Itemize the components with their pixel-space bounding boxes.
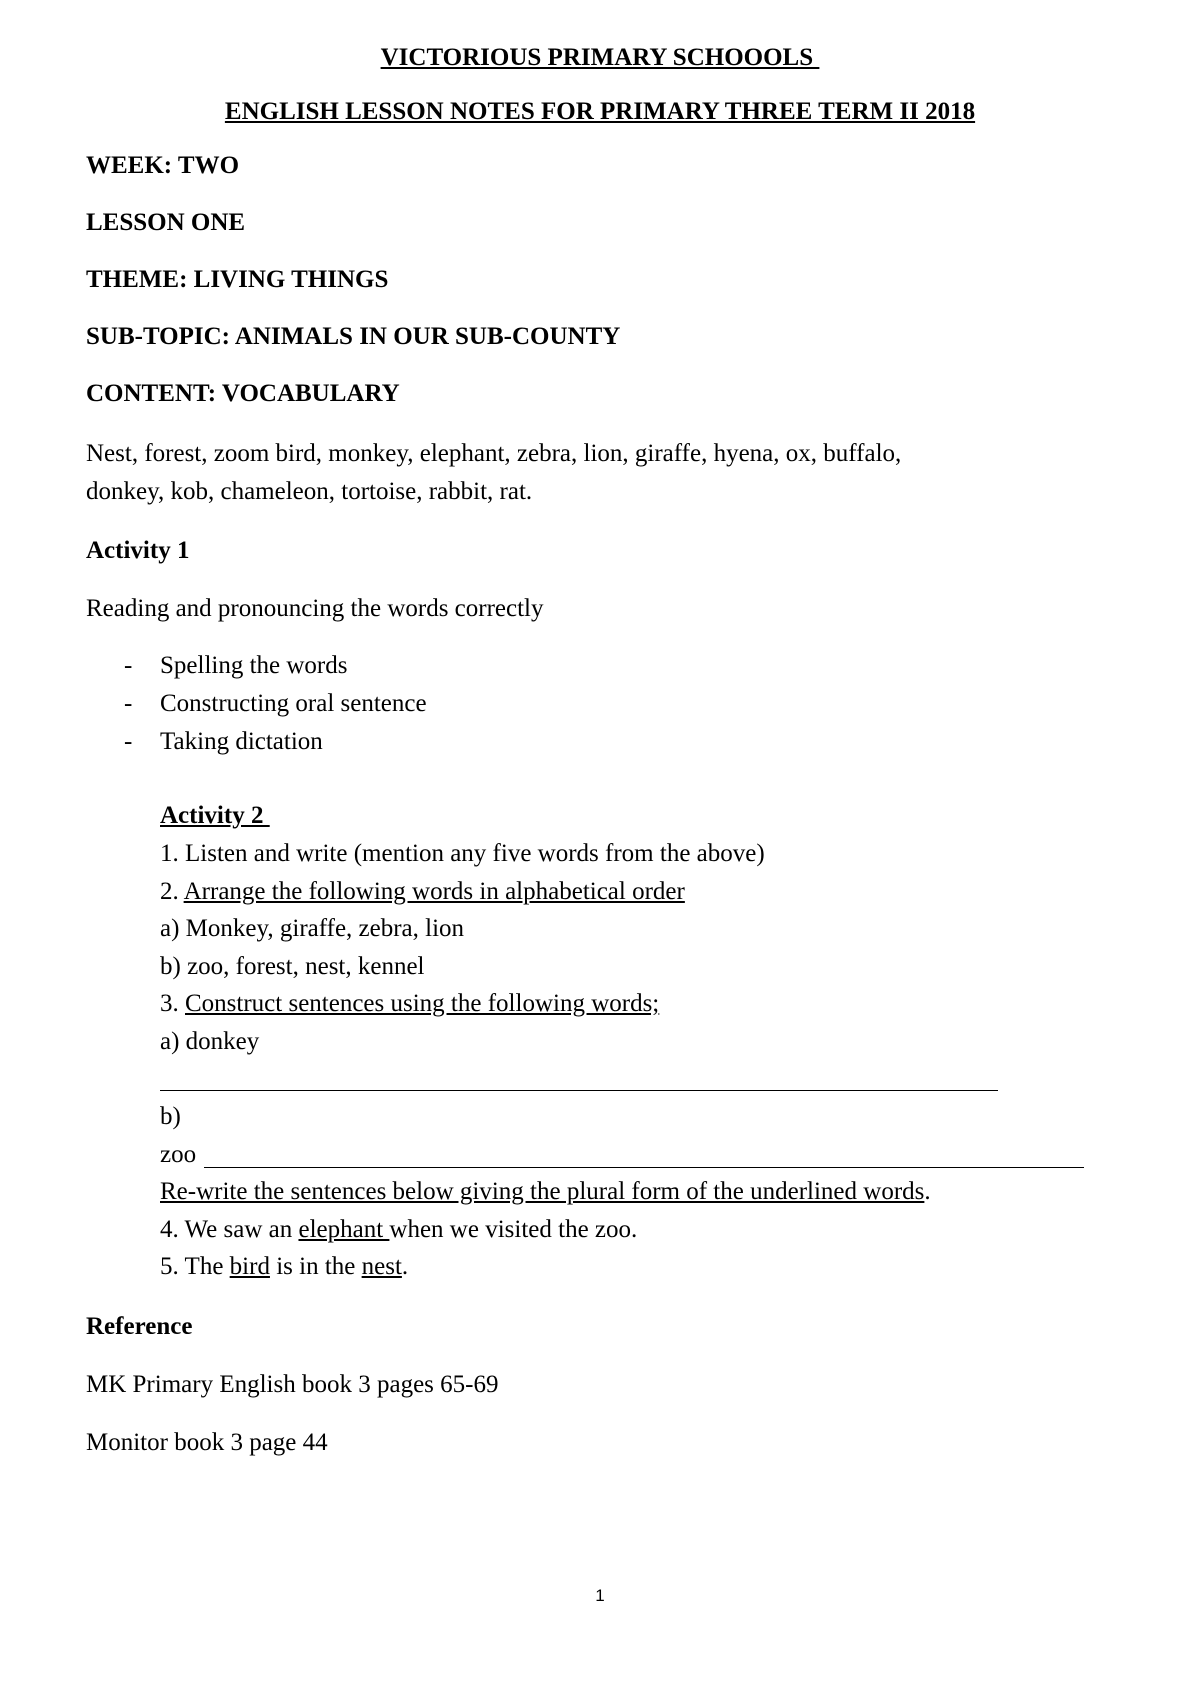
lesson-label: LESSON ONE	[86, 209, 246, 236]
content-label: CONTENT: VOCABULARY	[86, 380, 400, 407]
answer-line-3b[interactable]	[204, 1167, 1084, 1168]
question-1: 1. Listen and write (mention any five words from the above)	[160, 840, 765, 867]
reference-item: Monitor book 3 page 44	[86, 1429, 328, 1456]
activity-2-heading: Activity 2	[160, 802, 270, 829]
question-2-number: 2.	[160, 878, 184, 905]
bullet-dash: -	[124, 728, 133, 755]
sub-topic-label: SUB-TOPIC: ANIMALS IN OUR SUB-COUNTY	[86, 323, 621, 350]
question-3b: b)	[160, 1103, 181, 1130]
rewrite-instruction	[160, 1177, 931, 1207]
question-5	[160, 1252, 408, 1282]
vocabulary-line-1: Nest, forest, zoom bird, monkey, elephant, zebra, lion, giraffe, hyena, ox, buffalo,	[86, 440, 902, 467]
question-5-mid: is in the	[269, 1253, 362, 1280]
question-3-text: Construct sentences using the following words;	[185, 990, 660, 1017]
question-5-post: .	[401, 1253, 409, 1280]
bullet-text: Constructing oral sentence	[160, 690, 427, 717]
question-2b: b) zoo, forest, nest, kennel	[160, 953, 425, 980]
question-2	[160, 877, 685, 907]
reference-heading: Reference	[86, 1313, 193, 1340]
notes-title: ENGLISH LESSON NOTES FOR PRIMARY THREE TERM II 2018	[224, 98, 976, 125]
reference-item: MK Primary English book 3 pages 65-69	[86, 1371, 499, 1398]
rewrite-instruction-period: .	[924, 1178, 931, 1205]
question-5-pre: 5. The	[160, 1253, 230, 1280]
school-title: VICTORIOUS PRIMARY SCHOOOLS	[380, 44, 820, 71]
theme-label: THEME: LIVING THINGS	[86, 266, 389, 293]
question-4	[160, 1215, 637, 1245]
answer-line-3a[interactable]	[160, 1090, 998, 1091]
bullet-dash: -	[124, 652, 133, 679]
vocabulary-line-2: donkey, kob, chameleon, tortoise, rabbit, rat.	[86, 478, 533, 505]
bullet-text: Spelling the words	[160, 652, 348, 679]
question-4-underlined-word: elephant	[298, 1216, 390, 1243]
bullet-text: Taking dictation	[160, 728, 323, 755]
question-5-underlined-word-1: bird	[229, 1253, 270, 1280]
activity-1-intro: Reading and pronouncing the words correctly	[86, 595, 544, 622]
question-4-pre: 4. We saw an	[160, 1216, 299, 1243]
question-3-number: 3.	[160, 990, 185, 1017]
activity-1-heading: Activity 1	[86, 537, 190, 564]
rewrite-instruction-text: Re-write the sentences below giving the plural form of the underlined words	[160, 1178, 925, 1205]
question-2a: a) Monkey, giraffe, zebra, lion	[160, 915, 465, 942]
week-label: WEEK: TWO	[86, 152, 240, 179]
question-4-post: when we visited the zoo.	[389, 1216, 638, 1243]
question-3a: a) donkey	[160, 1028, 260, 1055]
bullet-dash: -	[124, 690, 133, 717]
question-2-text: Arrange the following words in alphabetical order	[183, 878, 685, 905]
question-3b-word: zoo	[160, 1141, 197, 1168]
page-number: 1	[595, 1586, 605, 1605]
question-5-underlined-word-2: nest	[361, 1253, 402, 1280]
question-3	[160, 989, 659, 1019]
